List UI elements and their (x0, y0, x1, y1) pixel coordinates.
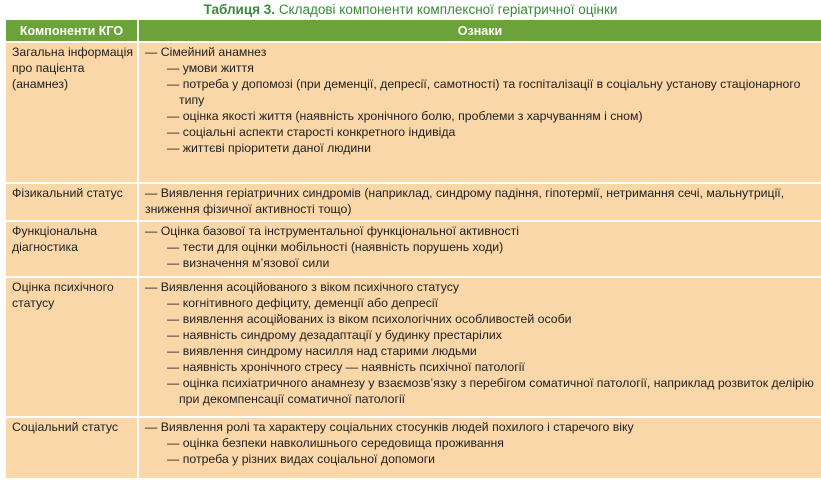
feature-line: — оцінка безпеки навколишнього середовища проживання (167, 436, 504, 450)
table-row (6, 418, 821, 480)
row-component: Оцінка психічного статусу (6, 278, 139, 418)
feature-line: — Виявлення ролі та характеру соціальних стосунків людей похилого і старечого віку (145, 420, 634, 434)
feature-line: — Сімейний анамнез (145, 45, 267, 59)
feature-line: — наявність хронічного стресу — наявність психічної патології (167, 360, 525, 374)
feature-line: — Виявлення асоційованого з віком психічного статусу (145, 280, 460, 294)
table-row (6, 222, 821, 278)
feature-line: — потреба у допомозі (при деменції, депресії, самотності) та госпіталізації в соціальну установу стаціонарного типу (167, 77, 801, 107)
row-features (139, 43, 821, 184)
feature-line: — Виявлення геріатричних синдромів (наприклад, синдрому падіння, гіпотермії, нетримання сечі, мальнутриції, зниження фізичної активності тощо) (145, 186, 785, 216)
feature-line: — виявлення асоційованих із віком психологічних особливостей особи (167, 312, 572, 326)
column-header-component: Компоненти КГО (6, 20, 139, 43)
kgo-table (6, 20, 821, 480)
row-features (139, 418, 821, 480)
table-title-text: Складові компоненти комплексної геріатричної оцінки (278, 2, 618, 17)
table-title (0, 0, 821, 20)
feature-line: — наявність синдрому дезадаптації у будинку престарілих (167, 328, 502, 342)
table-row (6, 278, 821, 418)
feature-line: — потреба у різних видах соціальної допомоги (167, 452, 436, 466)
row-component: Соціальний статус (6, 418, 139, 480)
row-component: Загальна інформація про пацієнта (анамнез) (6, 43, 139, 184)
feature-line: — виявлення синдрому насилля над старими людьми (167, 344, 477, 358)
feature-line: — визначення м’язової сили (167, 256, 330, 270)
row-features (139, 184, 821, 222)
row-component: Функціональна діагностика (6, 222, 139, 278)
feature-line: — соціальні аспекти старості конкретного індивіда (167, 125, 456, 139)
feature-line: — тести для оцінки мобільності (наявність порушень ходи) (167, 240, 504, 254)
row-features (139, 222, 821, 278)
column-header-features: Ознаки (139, 20, 821, 43)
table-row (6, 184, 821, 222)
feature-line: — оцінка якості життя (наявність хронічного болю, проблеми з харчуванням і сном) (167, 109, 643, 123)
row-component: Фізикальний статус (6, 184, 139, 222)
feature-line: — когнітивного дефіциту, деменції або депресії (167, 296, 438, 310)
table-title-label: Таблиця 3. (203, 2, 276, 17)
feature-line: — життєві пріоритети даної людини (167, 141, 371, 155)
table-header-row (6, 20, 821, 43)
feature-line: — Оцінка базової та інструментальної функціональної активності (145, 224, 519, 238)
feature-line: — умови життя (167, 61, 254, 75)
table-row (6, 43, 821, 184)
feature-line: — оцінка психіатричного анамнезу у взаємозв’язку з перебігом соматичної патології, наприклад розвиток делірію при декомпенсації соматичної патології (167, 376, 814, 406)
row-features (139, 278, 821, 418)
